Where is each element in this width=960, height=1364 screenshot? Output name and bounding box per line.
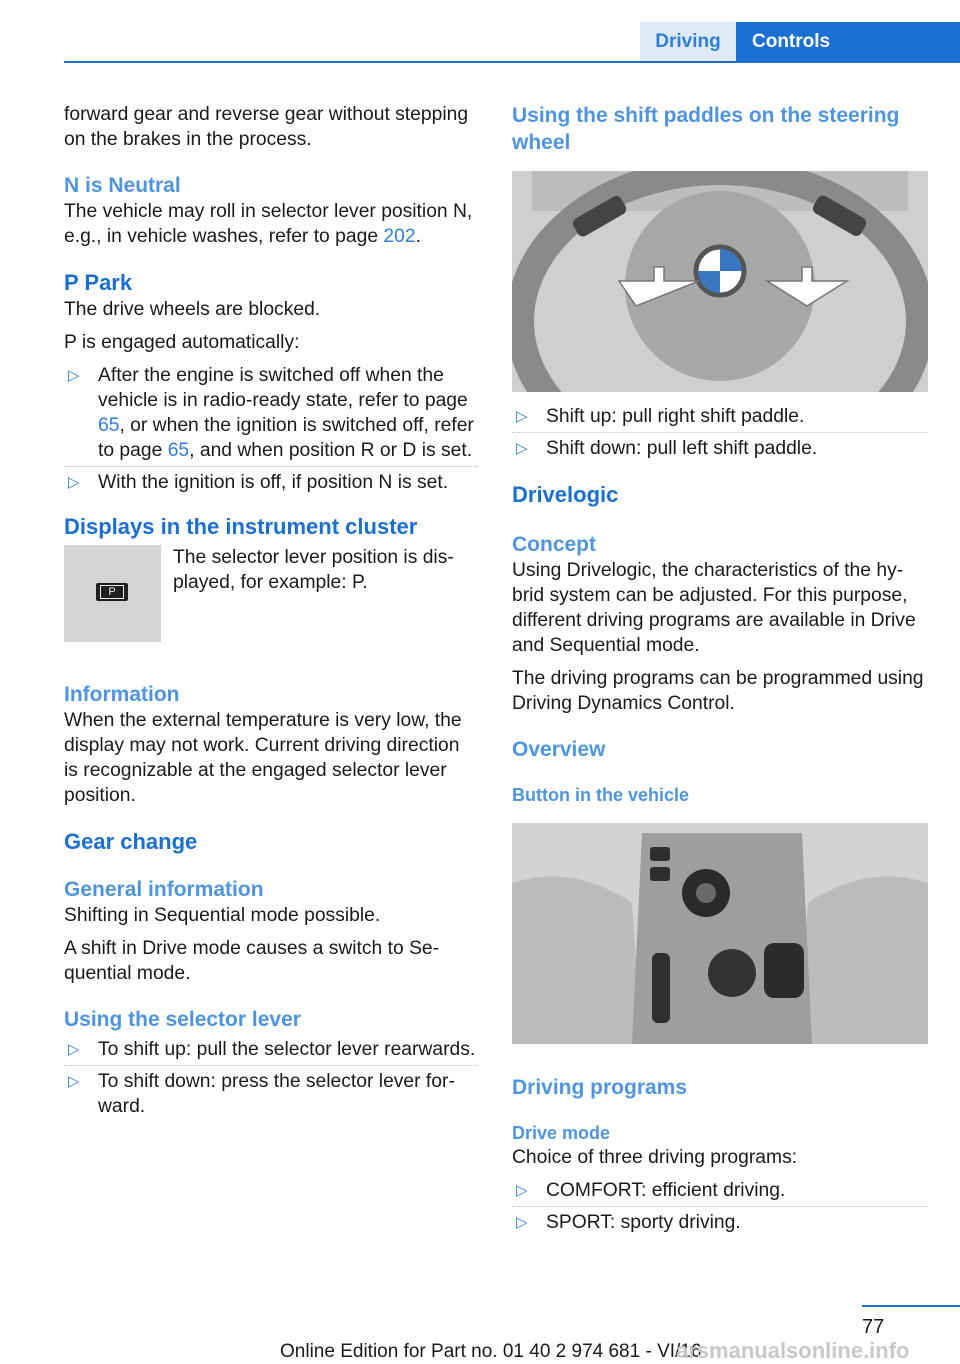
selector-bullet-text: To shift down: press the selector lever forward. (98, 1071, 455, 1117)
overview-heading: Overview (512, 738, 606, 761)
paddle-bullet-text: Shift down: pull left shift paddle. (546, 438, 818, 459)
controller-knob-icon (708, 949, 756, 997)
selector-lever-list (64, 1037, 478, 1119)
selector-lever-heading: Using the selector lever (64, 1008, 301, 1031)
right-column (512, 102, 928, 1242)
drive-mode-heading: Drive mode (512, 1123, 611, 1143)
concept-text-1: Using Drivelogic, the characteristics of the hybrid system can be adjusted. For this purpose, different driving programs are available in Drive and Sequential mode. (512, 560, 916, 656)
drive-mode-text: Choice of three driving programs: (512, 1147, 798, 1168)
page-link-202[interactable]: 202 (383, 226, 416, 247)
page-link-65[interactable]: 65 (167, 440, 190, 461)
list-item (64, 1037, 478, 1062)
park-list (64, 363, 478, 495)
instrument-cluster-image (64, 545, 161, 642)
triangle-bullet-icon: ▷ (516, 1214, 528, 1231)
displays-block (64, 545, 478, 663)
header-chapter-tab: Controls (736, 22, 960, 62)
list-divider (64, 1065, 478, 1066)
park-bullet-text: , and when position R or D is set. (189, 440, 473, 461)
program-bullet-text: COMFORT: efficient driving. (546, 1180, 786, 1201)
drivelogic-button-icon (764, 943, 804, 998)
triangle-bullet-icon: ▷ (516, 408, 528, 425)
neutral-heading: N is Neutral (64, 174, 181, 197)
neutral-text: The vehicle may roll in selector lever position N, e.g., in vehicle washes, refer to page (64, 201, 473, 247)
intro-paragraph: forward gear and reverse gear without stepping on the brakes in the process. (64, 104, 469, 150)
console-switch-icon (650, 867, 670, 881)
displays-heading: Displays in the instrument cluster (64, 514, 418, 539)
header-section-tab: Driving (640, 22, 736, 62)
header-rule (64, 61, 960, 63)
list-divider (64, 466, 478, 467)
paddle-list (512, 404, 928, 461)
footer-rule (862, 1305, 960, 1307)
list-item (512, 1178, 928, 1203)
information-text: When the external temperature is very low, the display may not work. Current driving direction is recognizable at the engaged selector lever position. (64, 710, 462, 806)
center-console-illustration (512, 823, 928, 1044)
general-info-text-1: Shifting in Sequential mode possible. (64, 905, 381, 926)
p-letter: P (100, 585, 124, 599)
triangle-bullet-icon: ▷ (68, 1073, 80, 1090)
list-item (512, 1210, 928, 1235)
page-link-65[interactable]: 65 (98, 415, 120, 436)
information-heading: Information (64, 683, 180, 706)
triangle-bullet-icon: ▷ (68, 367, 80, 384)
list-divider (512, 1206, 928, 1207)
triangle-bullet-icon: ▷ (68, 1041, 80, 1058)
button-in-vehicle-heading: Button in the vehicle (512, 785, 690, 805)
center-console-image (512, 823, 928, 1044)
neutral-paragraph (64, 199, 478, 249)
concept-text-2: The driving programs can be programmed using Driving Dynamics Control. (512, 668, 924, 714)
console-switch-icon (650, 847, 670, 861)
steering-wheel-image (512, 171, 928, 392)
displays-text: The selector lever position is displayed, for example: P. (173, 547, 454, 593)
driving-programs-heading: Driving programs (512, 1076, 688, 1099)
watermark-text: arsmanualsonline.info (676, 1338, 910, 1363)
park-heading: P Park (64, 270, 133, 295)
triangle-bullet-icon: ▷ (516, 440, 528, 457)
list-item (512, 404, 928, 429)
drivelogic-heading: Drivelogic (512, 482, 619, 507)
general-info-text-2: A shift in Drive mode causes a switch to Sequential mode. (64, 938, 440, 984)
general-info-heading: General information (64, 878, 264, 901)
parking-brake-icon (652, 953, 670, 1023)
concept-heading: Concept (512, 533, 596, 556)
page-number: 77 (862, 1316, 885, 1338)
steering-wheel-illustration (512, 171, 928, 392)
list-item (64, 363, 478, 463)
triangle-bullet-icon: ▷ (68, 474, 80, 491)
list-item (64, 1069, 478, 1119)
park-bullet-text: With the ignition is off, if position N is set. (98, 472, 449, 493)
park-text-1: The drive wheels are blocked. (64, 299, 321, 320)
list-divider (512, 432, 928, 433)
p-indicator-icon (96, 583, 128, 601)
triangle-bullet-icon: ▷ (516, 1182, 528, 1199)
list-item (64, 470, 478, 495)
shift-paddles-heading: Using the shift paddles on the steering wheel (512, 104, 900, 154)
selector-bullet-text: To shift up: pull the selector lever rearwards. (98, 1039, 476, 1060)
park-bullet-text: , or when the ignition is switched off, refer to page (98, 415, 474, 461)
list-item (512, 436, 928, 461)
neutral-text-end: . (415, 226, 421, 247)
left-column (64, 102, 478, 1126)
driving-programs-list (512, 1178, 928, 1235)
edition-text: Online Edition for Part no. 01 40 2 974 681 - VI/16 (280, 1341, 702, 1362)
park-text-2: P is engaged automatically: (64, 332, 300, 353)
paddle-bullet-text: Shift up: pull right shift paddle. (546, 406, 805, 427)
program-bullet-text: SPORT: sporty driving. (546, 1212, 741, 1233)
park-bullet-text: After the engine is switched off when the vehicle is in radio-ready state, refer to page (98, 365, 468, 411)
gear-change-heading: Gear change (64, 829, 198, 854)
